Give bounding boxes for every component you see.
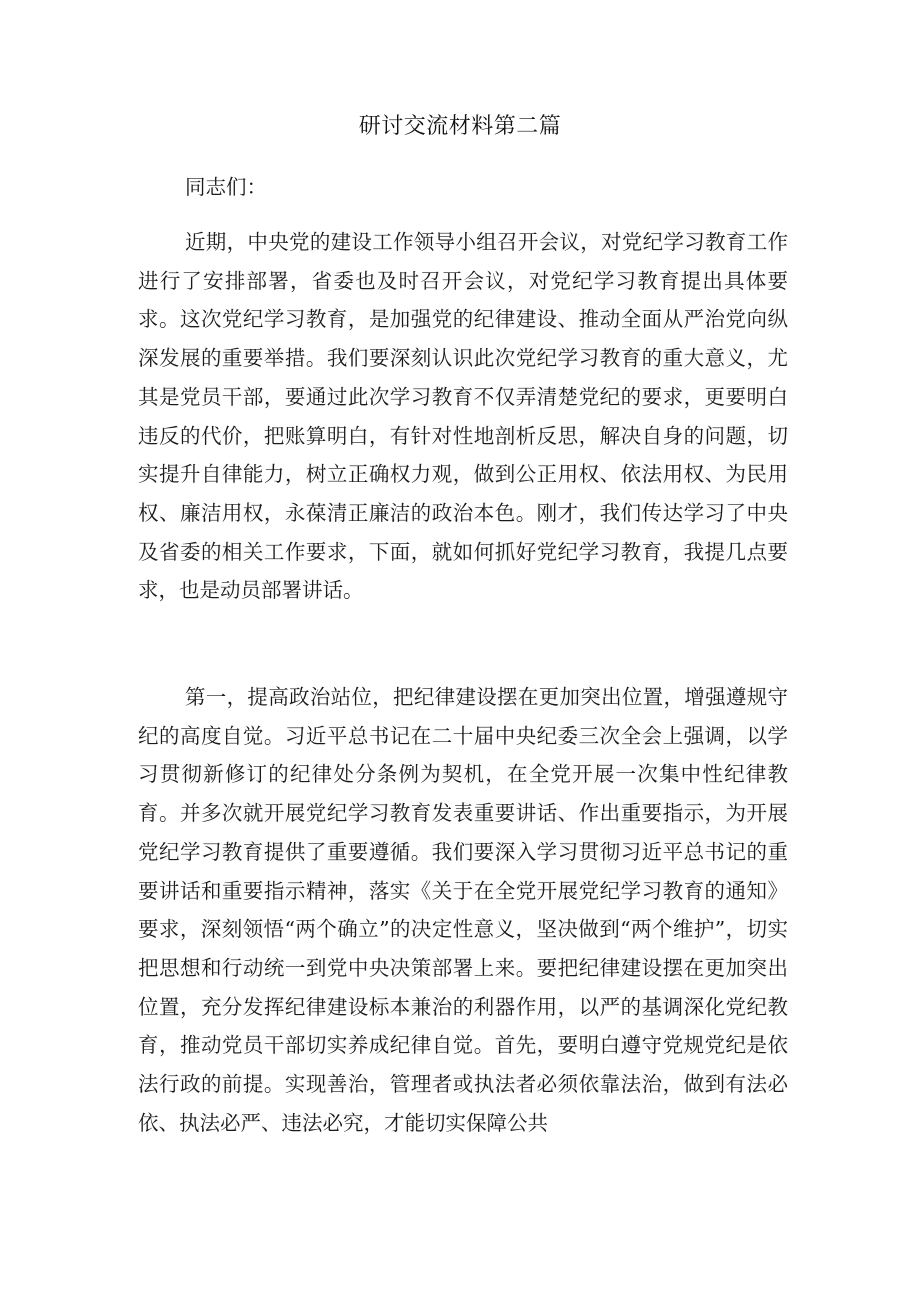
paragraph-2: 第一，提高政治站位，把纪律建设摆在更加突出位置，增强遵规守纪的高度自觉。习近平总书记在二十届中央纪委三次全会上强调，以学习贯彻新修订的纪律处分条例为契机，在全党开展一次集中性纪律教育。并多次就开展党纪学习教育发表重要讲话、作出重要指示，为开展党纪学习教育提供了重要遵循。我们要深入学习贯彻习近平总书记的重要讲话和重要指示精神，落实《关于在全党开展党纪学习教育的通知》要求，深刻领悟“两个确立”的决定性意义，坚决做到“两个维护”，切实把思想和行动统一到党中央决策部署上来。要把纪律建设摆在更加突出位置，充分发挥纪律建设标本兼治的利器作用，以严的基调深化党纪教育，推动党员干部切实养成纪律自觉。首先，要明白遵守党规党纪是依法行政的前提。实现善治，管理者或执法者必须依靠法治，做到有法必依、执法必严、违法必究，才能切实保障公共	[138, 685, 788, 1135]
salutation: 同志们：	[185, 175, 267, 199]
paragraph-1: 近期，中央党的建设工作领导小组召开会议，对党纪学习教育工作进行了安排部署，省委也及时召开会议，对党纪学习教育提出具体要求。这次党纪学习教育，是加强党的纪律建设、推动全面从严治党向纵深发展的重要举措。我们要深刻认识此次党纪学习教育的重大意义，尤其是党员干部，要通过此次学习教育不仅弄清楚党纪的要求，更要明白违反的代价，把账算明白，有针对性地剖析反思，解决自身的问题，切实提升自律能力，树立正确权力观，做到公正用权、依法用权、为民用权、廉洁用权，永葆清正廉洁的政治本色。刚才，我们传达学习了中央及省委的相关工作要求，下面，就如何抓好党纪学习教育，我提几点要求，也是动员部署讲话。	[138, 230, 788, 603]
document-title: 研讨交流材料第二篇	[358, 114, 562, 139]
